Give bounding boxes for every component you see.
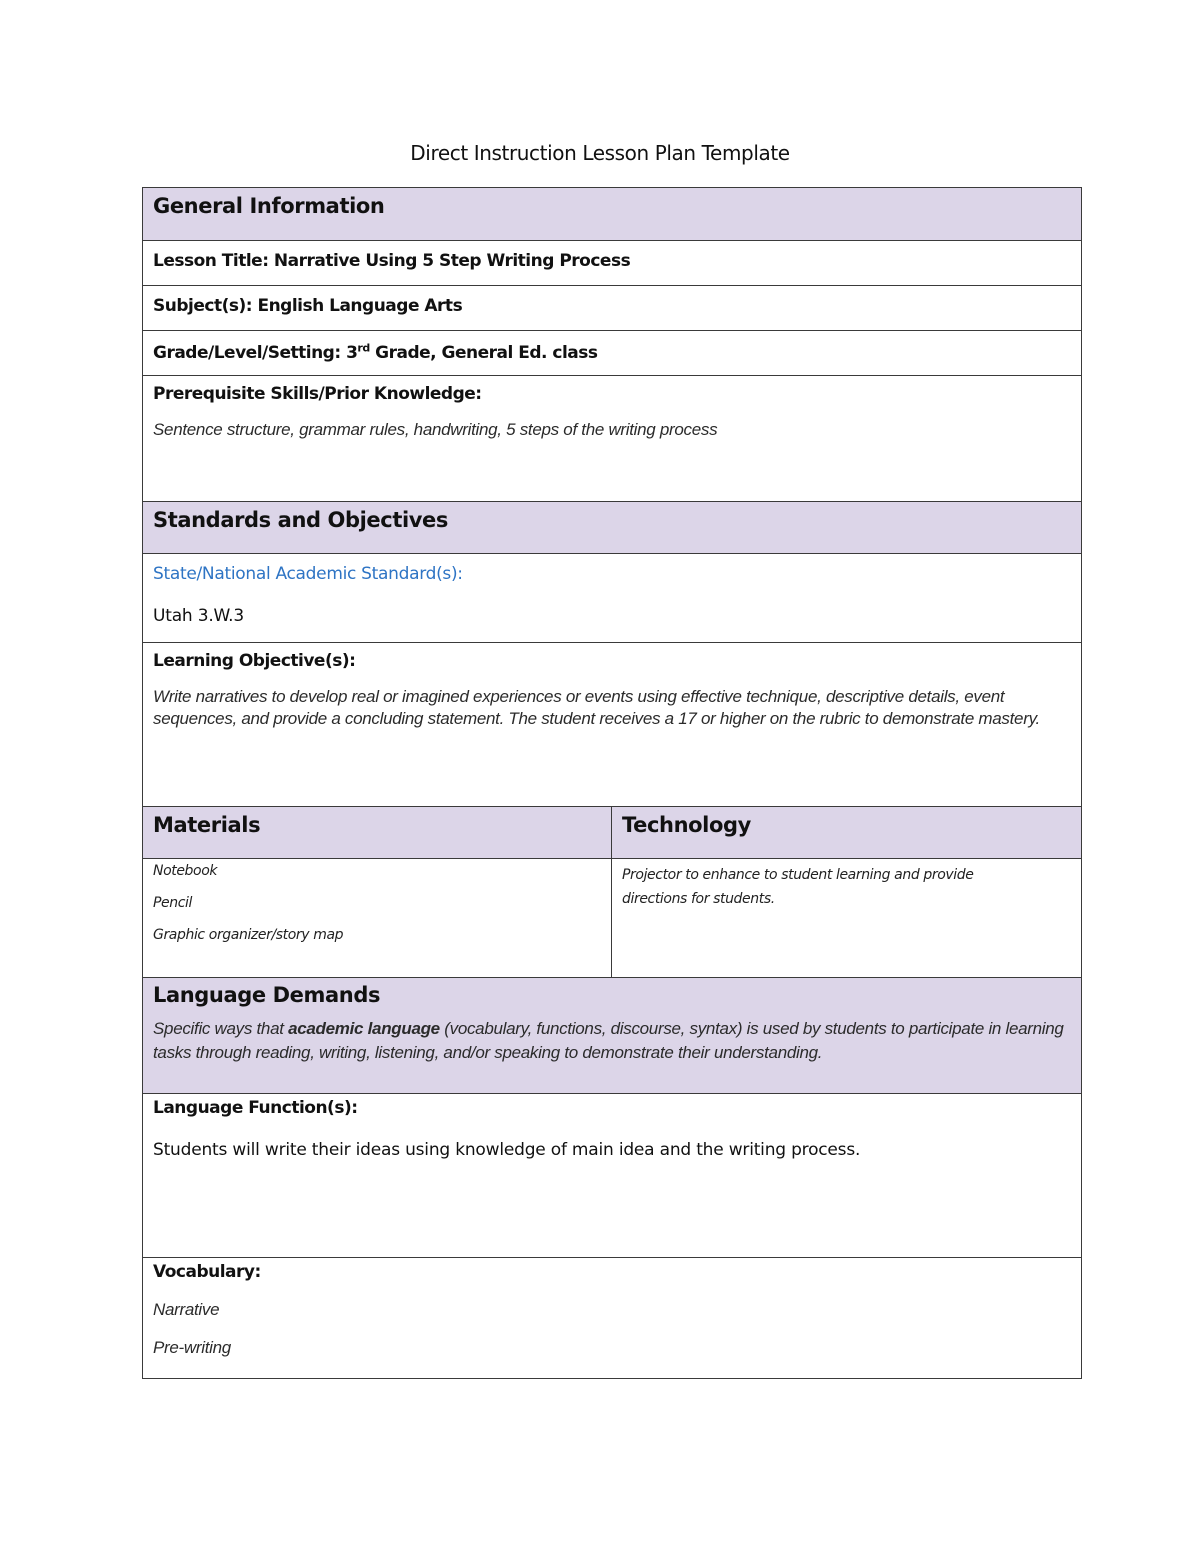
standard-value: Utah 3.W.3 [153,606,245,626]
standards-objectives-heading: Standards and Objectives [153,508,448,532]
language-function-row [143,1094,1082,1258]
general-header-row [143,188,1082,241]
grade-row [143,331,1082,376]
lesson-title-row [143,241,1082,286]
vocabulary-label: Vocabulary: [153,1262,261,1282]
standard-row [143,554,1082,643]
prereq-label: Prerequisite Skills/Prior Knowledge: [153,384,482,404]
materials-heading: Materials [153,813,261,837]
standards-header-row [143,502,1082,554]
academic-language-emphasis: academic language [288,1019,440,1038]
objective-text: Write narratives to develop real or imagined experiences or events using effective technique, descriptive details, event sequences, and provide a concluding statement. The student receives a 17 or higher on the rubric to demonstrate mastery. [153,687,1040,728]
language-demands-description [153,1017,1071,1065]
grade-level-setting [153,343,598,363]
lesson-title: Lesson Title: Narrative Using 5 Step Writing Process [153,251,631,271]
material-item: Notebook [153,863,218,879]
grade-suffix: Grade, General Ed. class [369,342,598,363]
materials-tech-row [143,859,1082,978]
description-end: (vocabulary, functions, discourse, syntax) is used by students to participate in learning tasks through reading, writing, listening, and/or speaking to demonstrate their understanding. [153,1019,1064,1062]
page-title: Direct Instruction Lesson Plan Template [410,141,790,165]
standard-label: State/National Academic Standard(s): [153,564,463,584]
subjects: Subject(s): English Language Arts [153,296,463,316]
vocabulary-row [143,1258,1082,1379]
objective-label: Learning Objective(s): [153,651,356,671]
lesson-plan-table [142,187,1082,1379]
language-function-text: Students will write their ideas using knowledge of main idea and the writing process. [153,1140,861,1160]
materials-tech-header-row [143,807,1082,859]
vocabulary-item: Narrative [153,1300,220,1319]
subjects-row [143,286,1082,331]
language-function-label: Language Function(s): [153,1098,358,1118]
language-demands-heading: Language Demands [153,983,381,1007]
technology-text: Projector to enhance to student learning and provide directions for students. [622,867,974,907]
description-start: Specific ways that [153,1019,289,1038]
objective-row [143,643,1082,807]
language-demands-row [143,978,1082,1094]
general-information-heading: General Information [153,194,385,218]
technology-heading: Technology [622,813,751,837]
material-item: Graphic organizer/story map [153,927,344,943]
grade-superscript: rd [357,341,370,354]
prereq-text: Sentence structure, grammar rules, handwriting, 5 steps of the writing process [153,420,718,439]
prereq-row [143,376,1082,502]
grade-prefix: Grade/Level/Setting: 3 [153,342,358,363]
vocabulary-item: Pre-writing [153,1338,231,1357]
material-item: Pencil [153,895,193,911]
